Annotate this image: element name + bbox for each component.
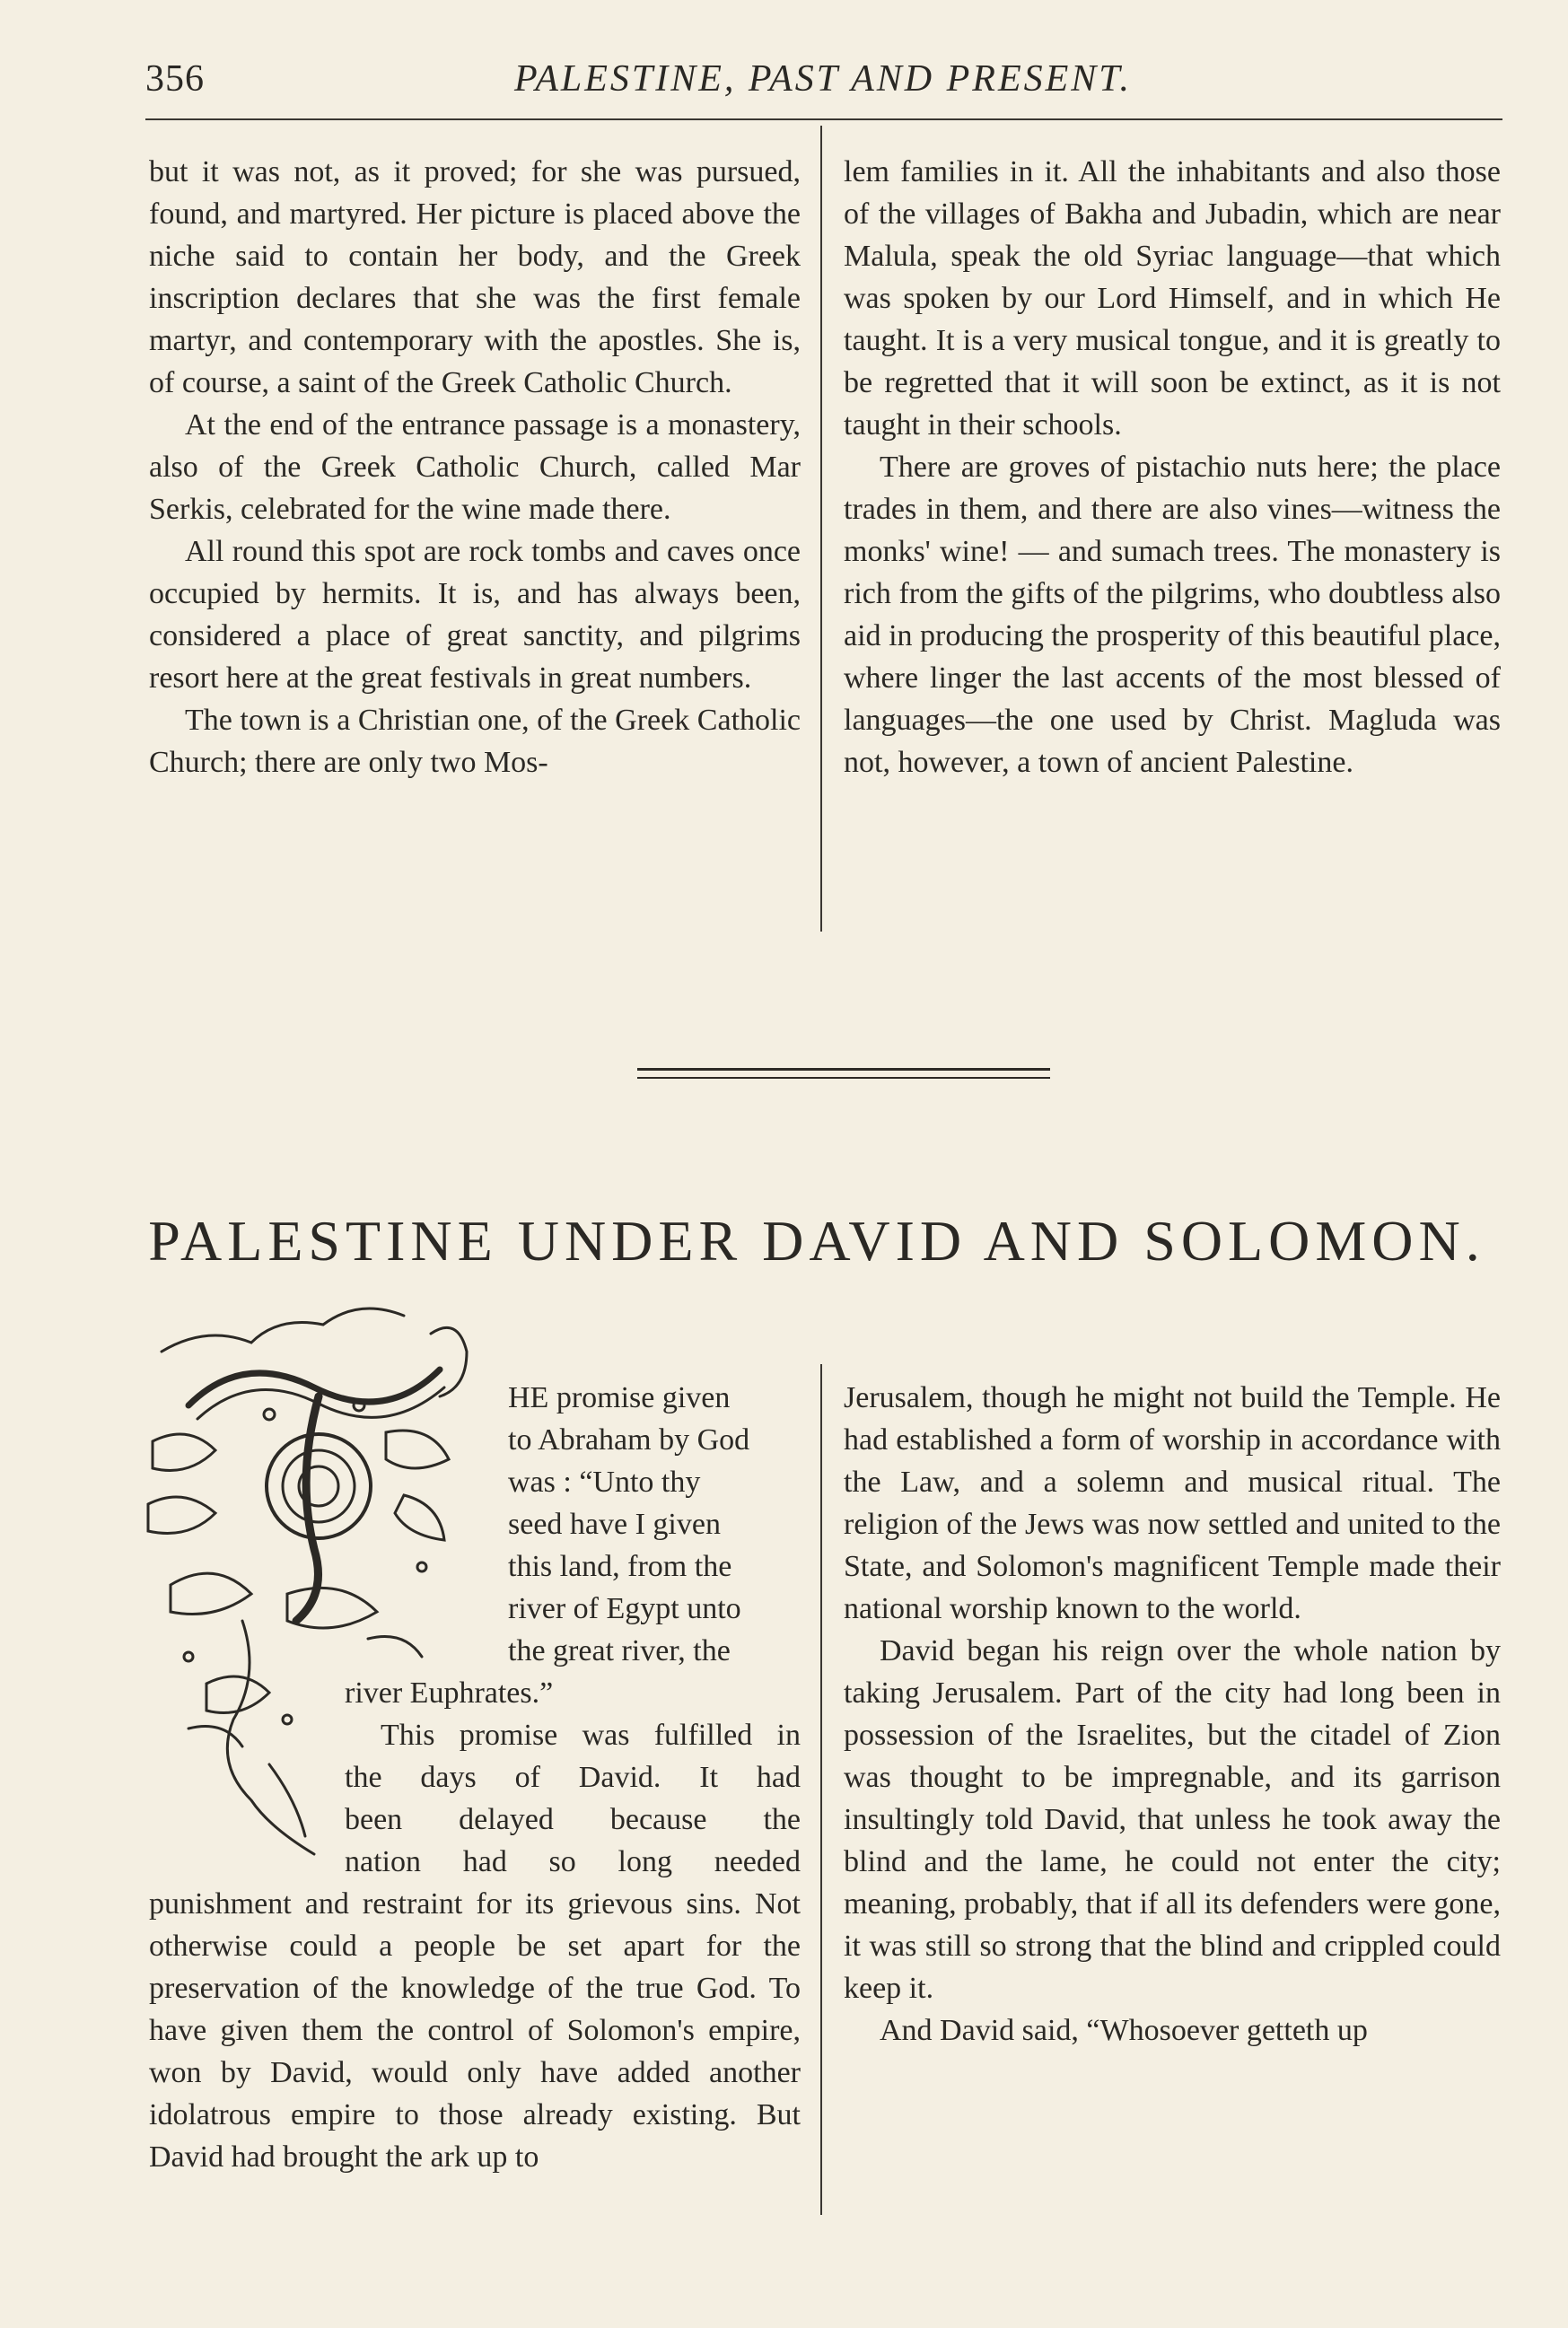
paragraph: At the end of the entrance passage is a monastery, also of the Greek Catholic Church, called Mar Serkis, celebrated for the wine made there. [149,408,801,526]
paragraph: Jerusalem, though he might not build the Temple. He had established a form of worship in accordance with the Law, and a solemn and musical ritual. The religion of the Jews was now settled and united to the State, and Solomon's magnificent Temple made their national worship known to the world. [844,1381,1501,1625]
text-line: was : “Unto thy [508,1466,701,1499]
paragraph: The town is a Christian one, of the Greek Catholic Church; there are only two Mos- [149,704,801,779]
column-divider [820,1364,822,2215]
text-line: the great river, the [508,1634,731,1667]
text-line: This promise was fulfilled in [381,1719,801,1752]
drop-cap-lines [508,1377,801,1672]
bottom-left-column [149,1377,801,2274]
running-title: PALESTINE, PAST AND PRESENT. [513,58,1133,100]
text-line: been delayed because the [345,1803,801,1836]
header-rule [145,118,1502,120]
column-divider [820,126,822,932]
page-number: 356 [145,58,205,100]
top-left-column [149,151,801,958]
paragraph: punishment and restraint for its grievous sins. Not otherwise could a people be set apart for the preservation of the knowledge of the true God. To have given them the control of Solomon's empire, won by David, would only have added another idolatrous empire to those already existing. But David had brought the ark up to [149,1887,801,2174]
text-line: the days of David. It had [345,1761,801,1794]
bottom-right-column [844,1377,1501,2274]
text-line: this land, from the [508,1550,732,1583]
top-right-column [844,151,1501,958]
text-line: seed have I given [508,1508,721,1541]
paragraph: but it was not, as it proved; for she was pursued, found, and martyred. Her picture is placed above the niche said to contain her body, and the Greek inscription declares that she was the first female martyr, and contemporary with the apostles. She is, of course, a saint of the Greek Catholic Church. [149,155,801,399]
wrapped-lines [345,1714,801,1883]
paragraph: And David said, “Whosoever getteth up [880,2014,1368,2047]
paragraph: lem families in it. All the inhabitants and also those of the villages of Bakha and Jubadin, which are near Malula, speak the old Syriac language—that which was spoken by our Lord Himself, and in which He taught. It is a very musical tongue, and it is greatly to be regretted that it will soon be extinct, as it is not taught in their schools. [844,155,1501,442]
paragraph: David began his reign over the whole nation by taking Jerusalem. Part of the city had long been in possession of the Israelites, but the citadel of Zion was thought to be impregnable, and its garrison insultingly told David, that unless he took away the blind and the lame, he could not enter the city; meaning, probably, that if all its defenders were gone, it was still so strong that the blind and crippled could keep it. [844,1634,1501,2005]
text-line: HE promise given [508,1381,731,1414]
section-break-rule [637,1068,1050,1082]
text-line: nation had so long needed [345,1845,801,1878]
running-header [145,57,1501,111]
text-line: to Abraham by God [508,1423,750,1457]
text-line: river Euphrates.” [345,1676,554,1710]
paragraph: All round this spot are rock tombs and caves once occupied by hermits. It is, and has always been, considered a place of great sanctity, and pilgrims resort here at the great festivals in great numbers. [149,535,801,695]
paragraph: There are groves of pistachio nuts here; the place trades in them, and there are also vines—witness the monks' wine! — and sumach trees. The monastery is rich from the gifts of the pilgrims, who doubtless also aid in producing the prosperity of this beautiful place, where linger the last accents of the most blessed of languages—the one used by Christ. Magluda was not, however, a town of ancient Palestine. [844,451,1501,779]
text-line: river of Egypt unto [508,1592,741,1625]
chapter-title: PALESTINE UNDER DAVID AND SOLOMON. [148,1209,1485,1273]
